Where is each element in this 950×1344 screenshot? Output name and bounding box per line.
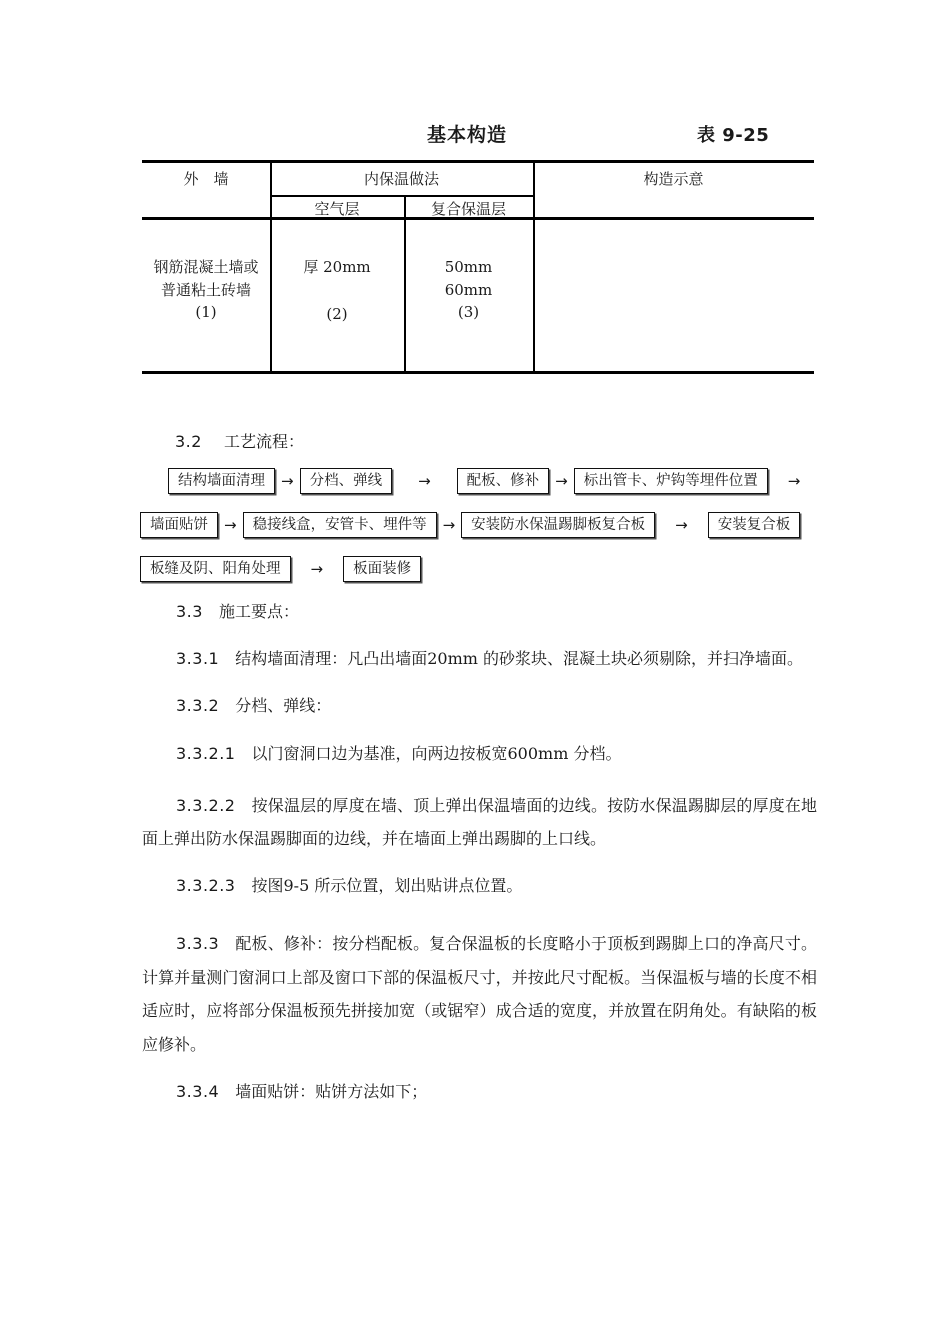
flow-step-install-composite-board: 安装复合板: [708, 512, 801, 539]
flow-arrow-icon: →: [555, 471, 568, 490]
paragraph-3-3-2-3: [142, 874, 817, 897]
table-cell-wall: [142, 256, 270, 324]
flow-step-skirting-composite-board: 安装防水保温踢脚板复合板: [461, 512, 655, 539]
paragraph-3-3-1: [142, 647, 817, 670]
flow-arrow-icon: →: [224, 515, 237, 534]
table-cell-composite-line-1: 50mm: [444, 258, 493, 276]
table-header-composite-layer: 复合保温层: [430, 200, 506, 218]
table-cell-composite-line-2: 60mm: [444, 280, 493, 299]
table-caption: [142, 120, 814, 148]
paragraph-3-3-4-text: 墙面贴饼：贴饼方法如下；: [235, 1081, 428, 1101]
paragraph-3-3-3: [142, 927, 817, 1061]
paragraph-3-3-number: 3.3: [176, 602, 203, 621]
table-header-sketch: 构造示意: [643, 170, 704, 188]
table-rule-bottom: [142, 371, 814, 374]
table-header-air-layer: 空气层: [314, 200, 360, 218]
flow-step-wall-cleaning: 结构墙面清理: [168, 468, 275, 495]
flow-arrow-icon: →: [787, 471, 801, 490]
paragraph-3-3-2-1-number: 3.3.2.1: [176, 743, 236, 763]
paragraph-3-3-4-number: 3.3.4: [176, 1081, 220, 1101]
flowchart-row-2: [140, 510, 800, 540]
paragraph-3-3-2-1: [142, 742, 817, 765]
flow-arrow-icon: →: [675, 515, 688, 534]
paragraph-3-3-text: 施工要点：: [218, 602, 299, 621]
flowchart-row-3: [140, 554, 421, 584]
table-header-inner-method: 内保温做法: [363, 170, 439, 188]
flow-step-joint-corner-treatment: 板缝及阴、阳角处理: [140, 556, 291, 583]
paragraph-3-3-2-3-text: 按图9-5 所示位置，划出贴讲点位置。: [251, 875, 523, 895]
flow-step-junction-box-install: 稳接线盒，安管卡、埋件等: [243, 512, 437, 539]
table-cell-air-line-2: (2): [326, 304, 348, 323]
flow-arrow-icon: →: [310, 559, 324, 578]
flow-arrow-icon: →: [418, 471, 431, 490]
flow-step-surface-decoration: 板面装修: [343, 556, 421, 583]
paragraph-3-3-2-2: [142, 789, 817, 856]
table-rule-top: [142, 160, 814, 163]
paragraph-3-3-4: [142, 1080, 817, 1103]
table-cell-air-spacer: [270, 279, 404, 303]
flowchart-row-1: [168, 466, 820, 496]
table-cell-wall-line-2: 普通粘土砖墙: [160, 280, 251, 299]
paragraph-3-3-3-number: 3.3.3: [176, 934, 220, 954]
flow-step-layout-marking: 分档、弹线: [300, 468, 393, 495]
paragraph-3-3-2-number: 3.3.2: [176, 696, 220, 716]
table-cell-wall-line-3: (1): [195, 303, 217, 321]
section-3-2-label: 工艺流程：: [223, 432, 304, 451]
flow-arrow-icon: →: [442, 515, 456, 534]
document-body: [142, 600, 817, 1129]
paragraph-3-3-1-text: 结构墙面清理：凡凸出墙面20mm 的砂浆块、混凝土块必须剔除，并扫净墙面。: [235, 649, 804, 669]
table-cell-composite: [404, 256, 533, 324]
paragraph-3-3-2-1-text: 以门窗洞口边为基准，向两边按板宽600mm 分档。: [251, 743, 622, 763]
flow-step-wall-cake-sticking: 墙面贴饼: [140, 512, 218, 539]
paragraph-3-3-1-number: 3.3.1: [176, 649, 220, 669]
flow-arrow-icon: →: [281, 471, 294, 490]
table-number: 表 9-25: [697, 125, 770, 146]
paragraph-3-3-2: [142, 694, 817, 717]
table-title: 基本构造: [427, 124, 508, 146]
section-3-2-number: 3.2: [175, 432, 202, 451]
table-cell-wall-line-1: 钢筋混凝土墙或: [153, 258, 259, 276]
paragraph-3-3: [142, 600, 817, 623]
table-cell-air-line-1: 厚 20mm: [303, 258, 371, 276]
flow-step-board-fitting: 配板、修补: [457, 468, 550, 495]
table-cell-air: [270, 256, 404, 325]
paragraph-3-3-3-text: 配板、修补：按分档配板。复合保温板的长度略小于顶板到踢脚上口的净高尺寸。计算并量测门窗洞口上部及窗口下部的保温板尺寸，并按此尺寸配板。当保温板与墙的长度不相适应时，应将部分保温板预先拼接加宽（或锯窄）成合适的宽度，并放置在阴角处。有缺陷的板应修补。: [142, 934, 817, 1054]
table-header-outer-wall: 外 墙: [183, 170, 229, 188]
basic-construction-table: [142, 160, 814, 374]
paragraph-3-3-2-2-text: 按保温层的厚度在墙、顶上弹出保温墙面的边线。按防水保温踢脚层的厚度在地面上弹出防水保温踢脚面的边线，并在墙面上弹出踢脚的上口线。: [142, 795, 817, 849]
table-vline-3: [533, 163, 535, 371]
paragraph-3-3-2-2-number: 3.3.2.2: [176, 795, 236, 815]
section-3-2-heading: [175, 429, 304, 452]
flow-step-mark-embedded-parts: 标出管卡、炉钩等埋件位置: [574, 468, 768, 495]
paragraph-3-3-2-3-number: 3.3.2.3: [176, 875, 236, 895]
table-cell-composite-line-3: (3): [457, 303, 480, 321]
paragraph-3-3-2-text: 分档、弹线：: [235, 696, 332, 716]
table-rule-subheader: [270, 195, 533, 197]
